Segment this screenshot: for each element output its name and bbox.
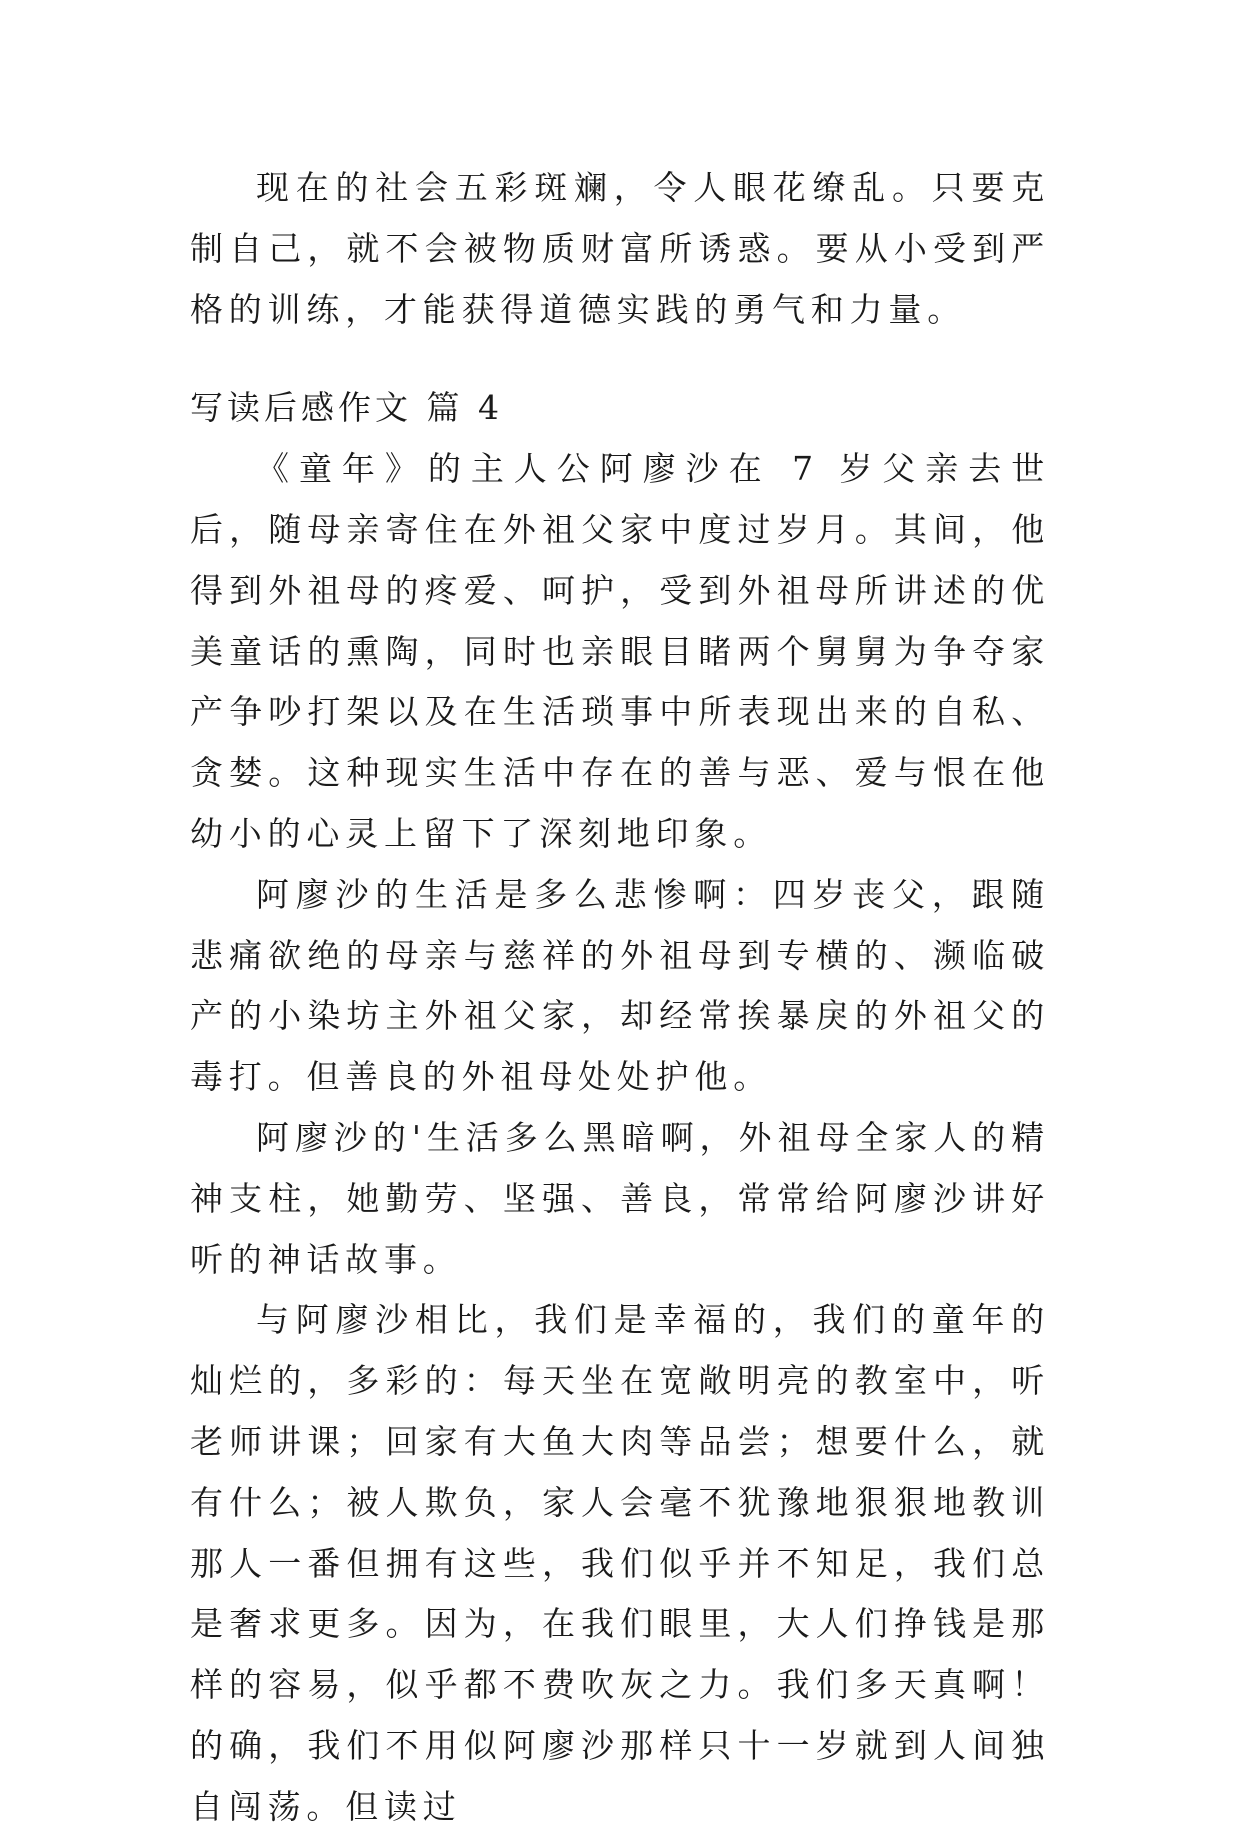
section-heading: 写读后感作文 篇 4 bbox=[190, 388, 503, 428]
body-paragraph-1: 《童年》的主人公阿廖沙在 7 岁父亲去世后，随母亲寄住在外祖父家中度过岁月。其间，他得到外祖母的疼爱、呵护，受到外祖母所讲述的优美童话的熏陶，同时也亲眼目睹两个舅舅为争夺家产争吵打架以及在生活琐事中所表现出来的自私、贪婪。这种现实生活中存在的善与恶、爱与恨在他幼小的心灵上留下了深刻地印象。 bbox=[190, 449, 1050, 853]
body-paragraph-2: 阿廖沙的生活是多么悲惨啊：四岁丧父，跟随悲痛欲绝的母亲与慈祥的外祖母到专横的、濒临破产的小染坊主外祖父家，却经常挨暴戾的外祖父的毒打。但善良的外祖母处处护他。 bbox=[190, 874, 1050, 1097]
document-body bbox=[190, 158, 1050, 1838]
body-paragraph-3: 阿廖沙的'生活多么黑暗啊，外祖母全家人的精神支柱，她勤劳、坚强、善良，常常给阿廖沙讲好听的神话故事。 bbox=[190, 1117, 1050, 1279]
intro-paragraph: 现在的社会五彩斑斓，令人眼花缭乱。只要克制自己，就不会被物质财富所诱惑。要从小受到严格的训练，才能获得道德实践的勇气和力量。 bbox=[190, 168, 1050, 329]
body-paragraph-4: 与阿廖沙相比，我们是幸福的，我们的童年的灿烂的，多彩的：每天坐在宽敞明亮的教室中，听老师讲课；回家有大鱼大肉等品尝；想要什么，就有什么；被人欺负，家人会毫不犹豫地狠狠地教训那人一番但拥有这些，我们似乎并不知足，我们总是奢求更多。因为，在我们眼里，大人们挣钱是那样的容易，似乎都不费吹灰之力。我们多天真啊！的确，我们不用似阿廖沙那样只十一岁就到人间独自闯荡。但读过 bbox=[190, 1300, 1050, 1826]
